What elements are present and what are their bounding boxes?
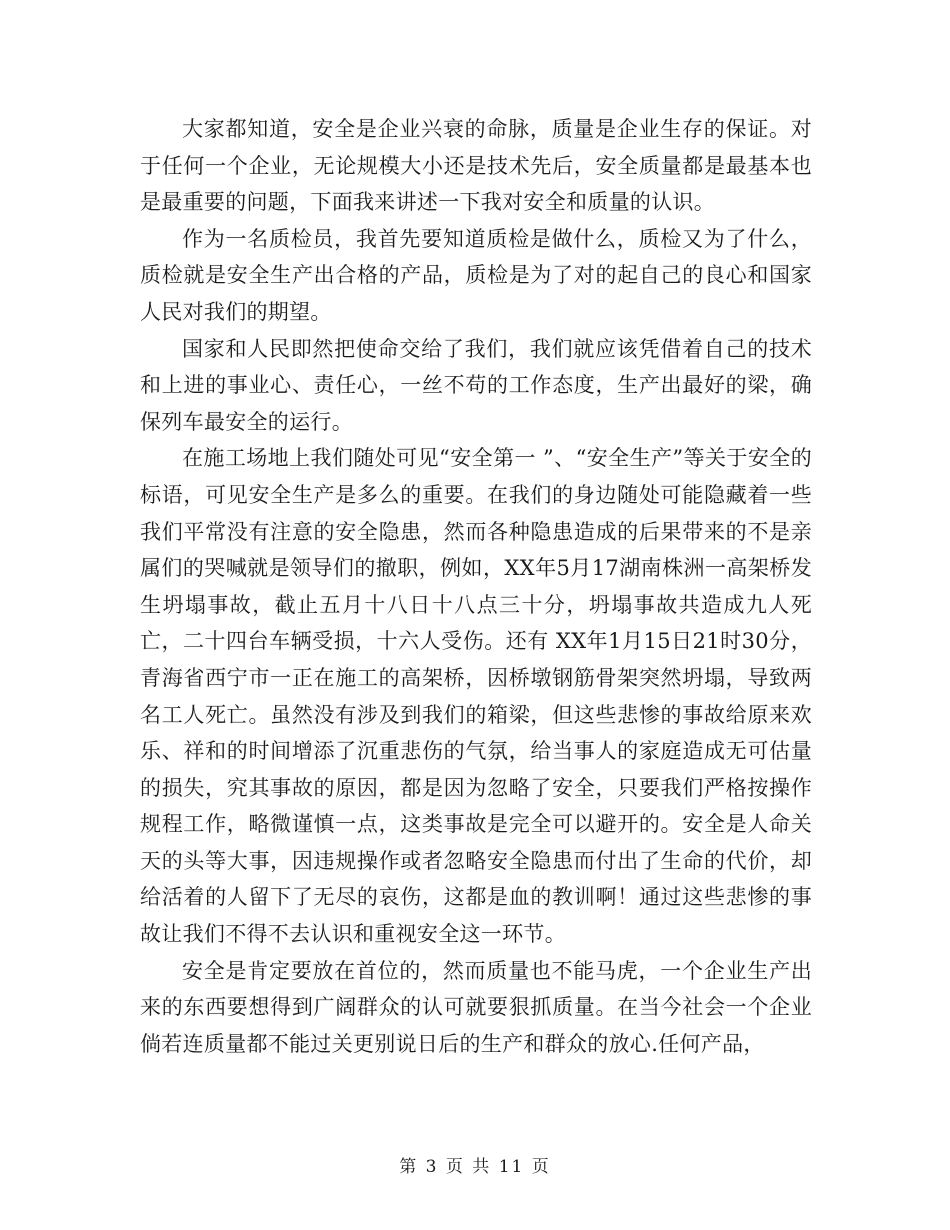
paragraph-1: 大家都知道，安全是企业兴衰的命脉，质量是企业生存的保证。对于任何一个企业，无论规模大小还是技术先后，安全质量都是最基本也是最重要的问题，下面我来讲述一下我对安全和质量的认识。 <box>140 117 812 215</box>
paragraph-4: 在施工场地上我们随处可见“安全第一 ”、“安全生产”等关于安全的标语，可见安全生产是多么的重要。在我们的身边随处可能隐藏着一些我们平常没有注意的安全隐患，然而各种隐患造成的后果带来的不是亲属们的哭喊就是领导们的撤职，例如，XX年5月17湖南株洲一高架桥发生坍塌事故，截止五月十八日十八点三十分，坍塌事故共造成九人死亡，二十四台车辆受损，十六人受伤。还有 XX年1月15日21时30分，青海省西宁市一正在施工的高架桥，因桥墩钢筋骨架突然坍塌，导致两名工人死亡。虽然没有涉及到我们的箱梁，但这些悲惨的事故给原来欢乐、祥和的时间增添了沉重悲伤的气氛，给当事人的家庭造成无可估量的损失，究其事故的原因，都是因为忽略了安全，只要我们严格按操作规程工作，略微谨慎一点，这类事故是完全可以避开的。安全是人命关天的头等大事，因违规操作或者忽略安全隐患而付出了生命的代价，却给活着的人留下了无尽的哀伤，这都是血的教训啊！通过这些悲惨的事故让我们不得不去认识和重视安全这一环节。 <box>140 446 812 947</box>
paragraph-2: 作为一名质检员，我首先要知道质检是做什么，质检又为了什么，质检就是安全生产出合格的产品，质检是为了对的起自己的良心和国家人民对我们的期望。 <box>140 226 812 324</box>
paragraph-5: 安全是肯定要放在首位的，然而质量也不能马虎，一个企业生产出来的东西要想得到广阔群众的认可就要狠抓质量。在当今社会一个企业倘若连质量都不能过关更别说日后的生产和群众的放心.任何产品， <box>140 958 812 1056</box>
page-number-footer: 第 3 页 共 11 页 <box>399 1157 551 1177</box>
paragraph-3: 国家和人民即然把使命交给了我们，我们就应该凭借着自己的技术和上进的事业心、责任心，一丝不苟的工作态度，生产出最好的梁，确保列车最安全的运行。 <box>140 336 812 434</box>
document-body <box>140 111 812 1062</box>
